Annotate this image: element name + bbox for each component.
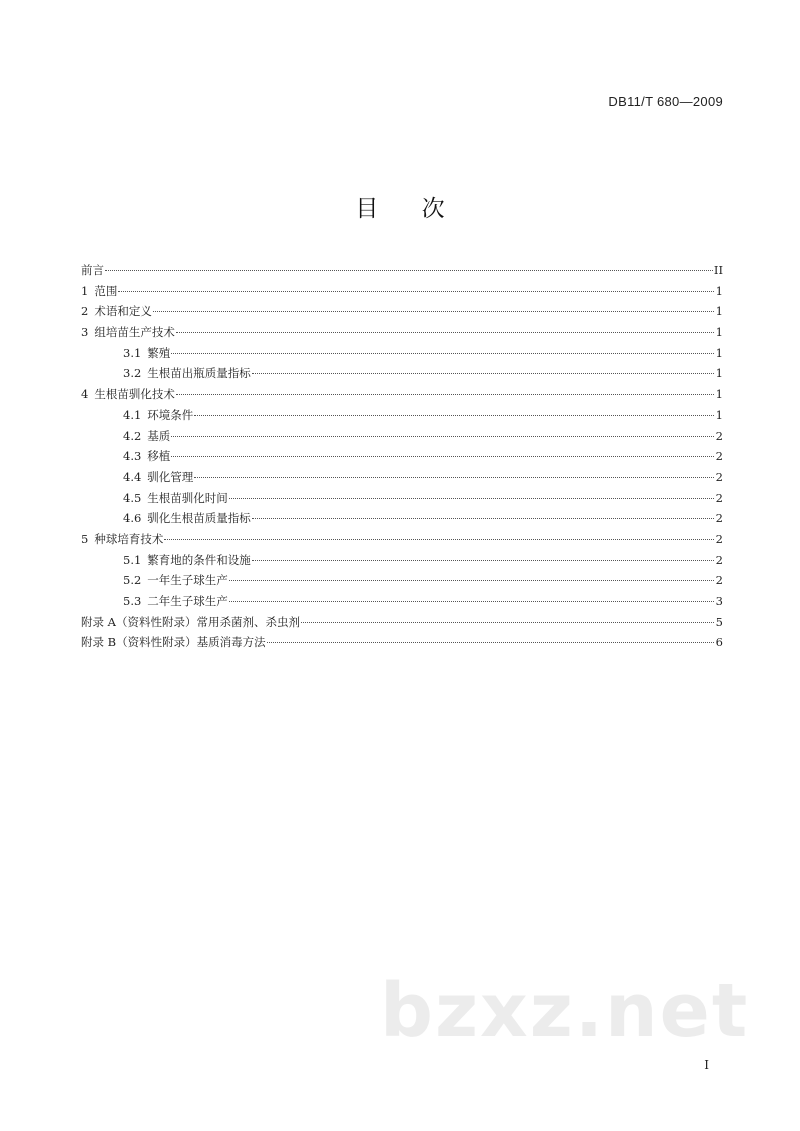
toc-entry-page: 6 xyxy=(715,635,723,650)
toc-entry[interactable] xyxy=(81,363,723,384)
document-code: DB11/T 680—2009 xyxy=(608,94,723,109)
toc-entry[interactable] xyxy=(81,260,723,281)
toc-entry[interactable] xyxy=(81,405,723,426)
toc-entry-title: 附录 A（资料性附录）常用杀菌剂、杀虫剂 xyxy=(81,614,300,629)
toc-entry-title: 附录 B（资料性附录）基质消毒方法 xyxy=(81,635,266,650)
toc-entry[interactable] xyxy=(81,550,723,571)
toc-entry-title: 基质 xyxy=(147,428,171,443)
toc-entry-number: 4.2 xyxy=(123,428,142,443)
toc-entry-page: 1 xyxy=(715,283,723,298)
toc-dot-leader xyxy=(153,311,714,312)
toc-entry-page: 2 xyxy=(715,511,723,526)
toc-entry-page: 2 xyxy=(715,428,723,443)
toc-entry-page: 5 xyxy=(715,614,723,629)
page-title: 目 次 xyxy=(355,196,463,222)
toc-entry-title: 二年生子球生产 xyxy=(147,594,228,608)
toc-entry[interactable] xyxy=(81,570,723,591)
toc-entry-number: 5.1 xyxy=(123,552,142,567)
toc-dot-leader xyxy=(171,436,714,437)
toc-dot-leader xyxy=(164,539,714,540)
toc-entry-number: 4.3 xyxy=(123,449,142,464)
toc-dot-leader xyxy=(252,518,714,519)
toc-entry[interactable] xyxy=(81,591,723,612)
toc-entry-number: 3 xyxy=(81,325,89,340)
toc-dot-leader xyxy=(176,394,714,395)
toc-entry-page: 3 xyxy=(715,594,723,608)
toc-entry-title: 术语和定义 xyxy=(94,304,152,319)
toc-entry-title: 驯化生根苗质量指标 xyxy=(147,511,251,526)
toc-entry[interactable] xyxy=(81,426,723,447)
toc-entry-page: 1 xyxy=(715,407,723,422)
toc-entry-title: 范围 xyxy=(94,283,118,298)
toc-entry-number: 5 xyxy=(81,531,89,546)
toc-entry-page: 2 xyxy=(715,490,723,505)
toc-entry-number: 5.3 xyxy=(123,594,142,608)
toc-entry-title: 种球培育技术 xyxy=(94,531,164,546)
toc-dot-leader xyxy=(267,642,714,643)
toc-dot-leader xyxy=(176,332,714,333)
toc-dot-leader xyxy=(118,291,714,292)
toc-entry-page: 2 xyxy=(715,552,723,567)
toc-dot-leader xyxy=(301,622,714,623)
toc-entry[interactable] xyxy=(81,343,723,364)
toc-dot-leader xyxy=(105,270,713,271)
toc-entry-number: 4.1 xyxy=(123,407,142,422)
toc-entry-page: 1 xyxy=(715,387,723,402)
toc-entry[interactable] xyxy=(81,467,723,488)
toc-entry-page: 2 xyxy=(715,449,723,464)
toc-dot-leader xyxy=(229,601,714,602)
toc-entry-page: 2 xyxy=(715,531,723,546)
toc-entry-page: 2 xyxy=(715,469,723,484)
toc-dot-leader xyxy=(229,498,714,499)
toc-entry-number: 3.2 xyxy=(123,366,142,381)
toc-entry-title: 移植 xyxy=(147,449,171,464)
toc-entry-page: 1 xyxy=(715,366,723,381)
toc-entry-number: 4.6 xyxy=(123,511,142,526)
toc-entry-title: 生根苗驯化技术 xyxy=(94,387,175,402)
toc-entry-number: 3.1 xyxy=(123,345,142,360)
toc-entry-page: 2 xyxy=(715,573,723,588)
toc-entry-number: 4.5 xyxy=(123,490,142,505)
toc-entry-number: 5.2 xyxy=(123,573,142,588)
toc-entry-title: 繁殖 xyxy=(147,345,171,360)
toc-entry[interactable] xyxy=(81,384,723,405)
table-of-contents xyxy=(81,260,723,653)
toc-entry[interactable] xyxy=(81,488,723,509)
toc-entry-number: 4 xyxy=(81,387,89,402)
watermark: bzxz.net xyxy=(380,968,750,1054)
toc-dot-leader xyxy=(252,560,714,561)
toc-entry[interactable] xyxy=(81,508,723,529)
toc-dot-leader xyxy=(229,580,714,581)
toc-entry-title: 组培苗生产技术 xyxy=(94,325,175,340)
toc-entry[interactable] xyxy=(81,322,723,343)
toc-dot-leader xyxy=(171,456,714,457)
toc-entry[interactable] xyxy=(81,612,723,633)
toc-entry-title: 生根苗出瓶质量指标 xyxy=(147,366,251,381)
page-number: I xyxy=(704,1058,709,1072)
toc-dot-leader xyxy=(252,373,714,374)
toc-entry-page: 1 xyxy=(715,325,723,340)
toc-entry-title: 驯化管理 xyxy=(147,469,194,484)
toc-dot-leader xyxy=(171,353,714,354)
toc-entry-number: 1 xyxy=(81,283,89,298)
toc-entry-title: 前言 xyxy=(81,263,104,277)
toc-entry[interactable] xyxy=(81,446,723,467)
toc-entry-title: 一年生子球生产 xyxy=(147,573,228,588)
toc-entry-page: 1 xyxy=(715,345,723,360)
toc-entry-title: 繁育地的条件和设施 xyxy=(147,552,251,567)
toc-entry[interactable] xyxy=(81,632,723,653)
toc-entry[interactable] xyxy=(81,529,723,550)
toc-dot-leader xyxy=(194,415,714,416)
toc-entry-title: 环境条件 xyxy=(147,407,194,422)
toc-entry[interactable] xyxy=(81,281,723,302)
toc-entry-number: 2 xyxy=(81,304,89,319)
toc-entry-page: II xyxy=(713,263,723,277)
toc-entry-title: 生根苗驯化时间 xyxy=(147,490,228,505)
toc-dot-leader xyxy=(194,477,714,478)
toc-entry-page: 1 xyxy=(715,304,723,319)
toc-entry[interactable] xyxy=(81,301,723,322)
toc-entry-number: 4.4 xyxy=(123,469,142,484)
